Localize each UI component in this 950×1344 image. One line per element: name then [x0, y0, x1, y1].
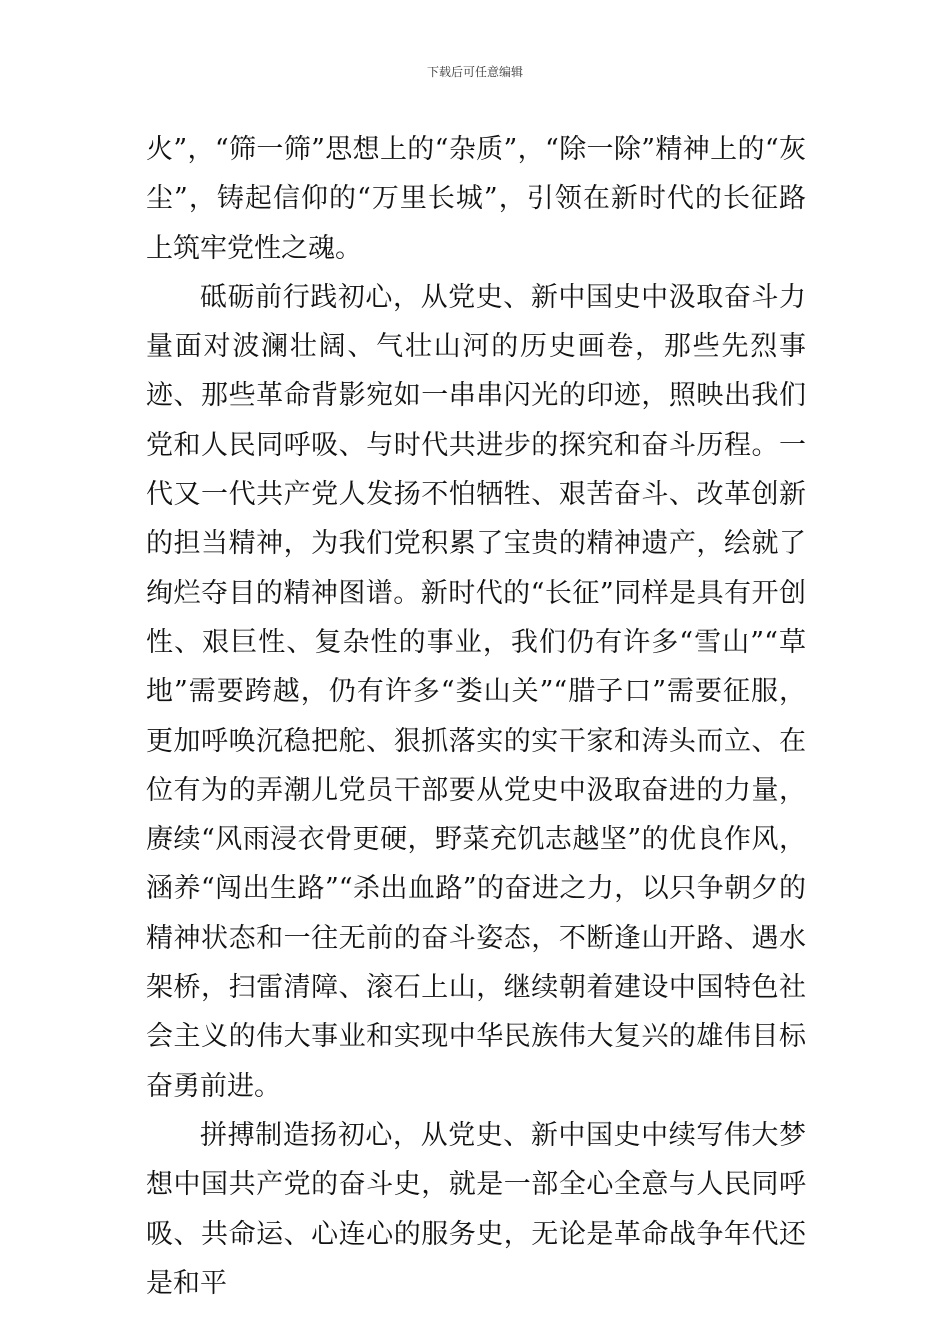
page-header-note: 下载后可任意编辑 [426, 65, 523, 79]
paragraph-striving: 拼搏制造扬初心，从党史、新中国史中续写伟大梦想中国共产党的奋斗史，就是一部全心全意与人民同呼吸、共命运、心连心的服务史，无论是革命战争年代还是和平 [146, 1119, 806, 1299]
paragraph-forging-ahead: 砥砺前行践初心，从党史、新中国史中汲取奋斗力量面对波澜壮阔、气壮山河的历史画卷，那些先烈事迹、那些革命背影宛如一串串闪光的印迹，照映出我们党和人民同呼吸、与时代共进步的探究和奋斗历程。一代又一代共产党人发扬不怕牺牲、艰苦奋斗、改革创新的担当精神，为我们党积累了宝贵的精神遗产，绘就了绚烂夺目的精神图谱。新时代的“长征”同样是具有开创性、艰巨性、复杂性的事业，我们仍有许多“雪山”“草地”需要跨越，仍有许多“娄山关”“腊子口”需要征服，更加呼唤沉稳把舵、狠抓落实的实干家和涛头而立、在位有为的弄潮儿党员干部要从党史中汲取奋进的力量，赓续“风雨浸衣骨更硬，野菜充饥志越坚”的优良作风，涵养“闯出生路”“杀出血路”的奋进之力，以只争朝夕的精神状态和一往无前的奋斗姿态，不断逢山开路、遇水架桥，扫雷清障、滚石上山，继续朝着建设中国特色社会主义的伟大事业和实现中华民族伟大复兴的雄伟目标奋勇前进。 [146, 281, 806, 1102]
paragraph-continuation: 火”，“筛一筛”思想上的“杂质”，“除一除”精神上的“灰尘”，铸起信仰的“万里长城”，引领在新时代的长征路上筑牢党性之魂。 [146, 134, 806, 264]
body-text [146, 125, 806, 1308]
